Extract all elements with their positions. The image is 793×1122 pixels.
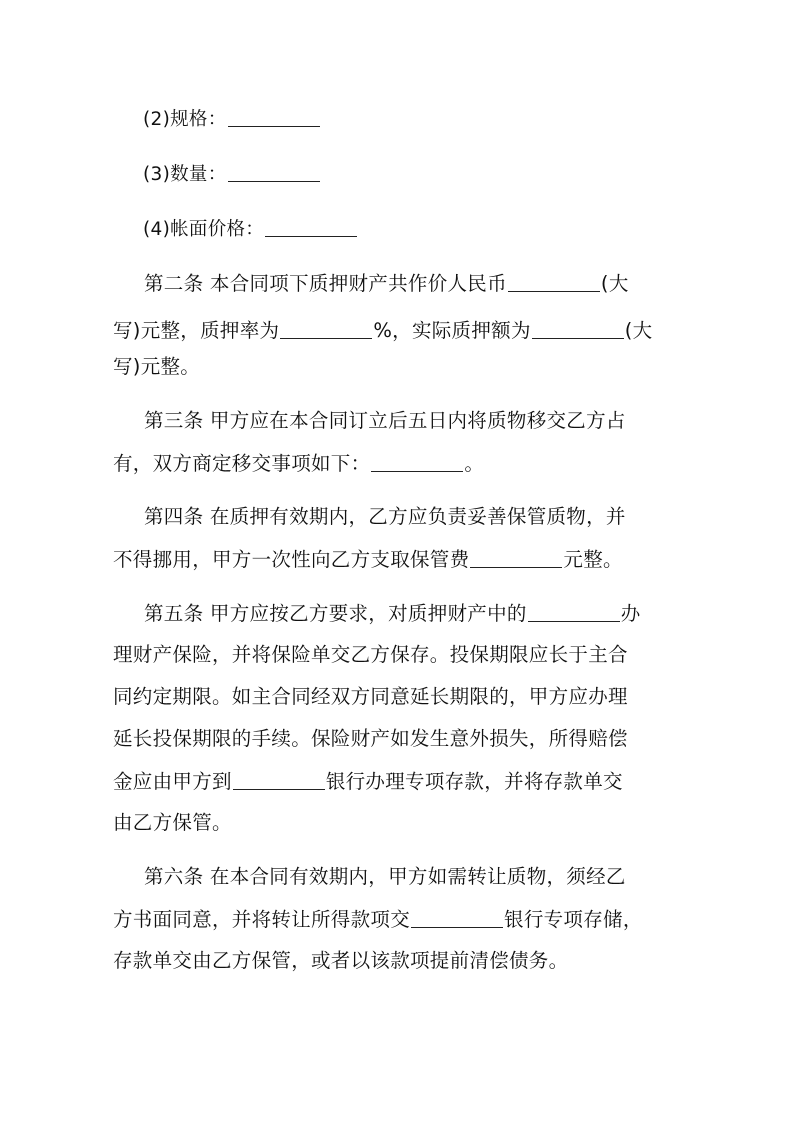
blank-field — [228, 161, 320, 182]
article-2-text: (大 — [624, 319, 653, 342]
blank-field — [411, 907, 503, 928]
item-book-value-label: (4)帐面价格： — [143, 219, 265, 240]
blank-field — [228, 106, 320, 127]
article-6-line-2 — [113, 907, 643, 932]
article-5-text: 第五条 甲方应按乙方要求，对质押财产中的 — [144, 602, 527, 625]
article-6-text: 方书面同意，并将转让所得款项交 — [113, 908, 411, 931]
article-2-text: %，实际质押额为 — [373, 319, 531, 342]
blank-field — [233, 769, 325, 790]
article-4-text: 元整。 — [563, 548, 623, 571]
article-5-line-6 — [113, 811, 643, 835]
item-quantity — [143, 161, 321, 187]
article-5-text: 办 — [620, 602, 641, 625]
article-6-text: 银行专项存储， — [504, 908, 643, 931]
article-4-line-2 — [113, 547, 643, 572]
blank-field — [508, 271, 600, 292]
article-5-text: 银行办理专项存款，并将存款单交 — [325, 770, 623, 793]
article-3-line-1 — [144, 409, 674, 433]
item-spec-label: (2)规格： — [143, 109, 227, 130]
article-5-text: 由乙方保管。 — [113, 811, 232, 834]
article-6-line-3 — [113, 949, 643, 973]
article-3-text: 。 — [464, 452, 485, 475]
article-5-line-2 — [113, 643, 643, 667]
article-6-line-1 — [144, 865, 674, 889]
article-5-line-5 — [113, 769, 643, 794]
item-book-value — [143, 216, 358, 242]
blank-field — [528, 601, 620, 622]
article-2-line-1 — [144, 271, 674, 296]
article-2-text: (大 — [600, 272, 629, 295]
item-quantity-label: (3)数量： — [143, 164, 227, 185]
article-3-line-2 — [113, 451, 643, 476]
article-3-text: 第三条 甲方应在本合同订立后五日内将质物移交乙方占 — [144, 409, 626, 432]
article-2-text: 第二条 本合同项下质押财产共作价人民币 — [144, 272, 507, 295]
article-4-line-1 — [144, 505, 674, 529]
article-3-text: 有，双方商定移交事项如下： — [113, 452, 371, 475]
article-5-text: 金应由甲方到 — [113, 770, 232, 793]
article-5-line-4 — [113, 727, 643, 751]
article-2-line-3 — [113, 355, 643, 379]
blank-field — [265, 216, 357, 237]
article-5-text: 延长投保期限的手续。保险财产如发生意外损失，所得赔偿 — [113, 727, 628, 750]
blank-field — [532, 318, 624, 339]
article-4-text: 第四条 在质押有效期内，乙方应负责妥善保管质物，并 — [144, 505, 626, 528]
article-5-text: 理财产保险，并将保险单交乙方保存。投保期限应长于主合 — [113, 643, 628, 666]
article-5-text: 同约定期限。如主合同经双方同意延长期限的，甲方应办理 — [113, 685, 628, 708]
article-5-line-3 — [113, 685, 643, 709]
article-2-line-2 — [113, 318, 653, 343]
article-2-text: 写)元整，质押率为 — [113, 319, 280, 342]
blank-field — [371, 451, 463, 472]
article-6-text: 第六条 在本合同有效期内，甲方如需转让质物，须经乙 — [144, 865, 626, 888]
article-5-line-1 — [144, 601, 674, 626]
blank-field — [470, 547, 562, 568]
item-spec — [143, 106, 321, 132]
blank-field — [280, 318, 372, 339]
article-6-text: 存款单交由乙方保管，或者以该款项提前清偿债务。 — [113, 949, 569, 972]
article-4-text: 不得挪用，甲方一次性向乙方支取保管费 — [113, 548, 470, 571]
article-2-text: 写)元整。 — [113, 355, 201, 378]
